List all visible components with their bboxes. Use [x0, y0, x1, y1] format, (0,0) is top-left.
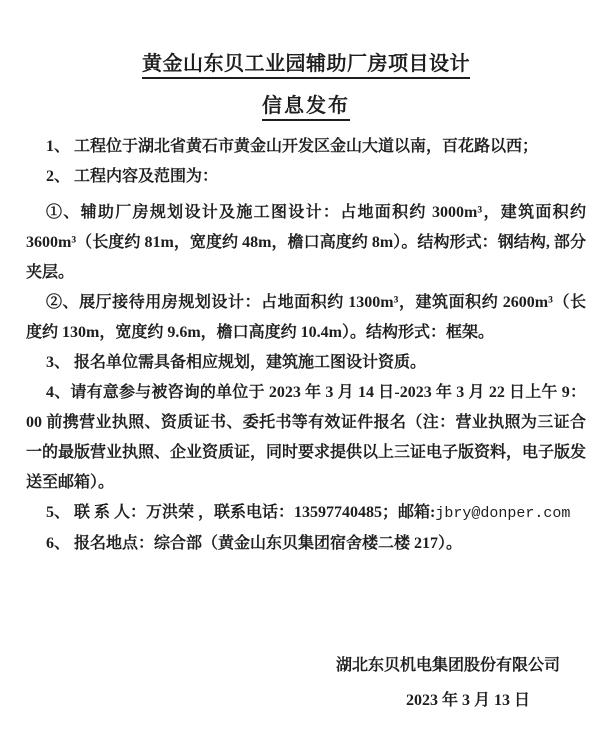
paragraph-item-2: 2、 工程内容及范围为：	[46, 168, 219, 185]
document-body	[26, 132, 586, 559]
document-title-text: 黄金山东贝工业园辅助厂房项目设计	[142, 53, 470, 79]
paragraph-item-4: 4、请有意参与被咨询的单位于 2023 年 3 月 14 日-2023 年 3 月 22 日上午 9：00 前携营业执照、资质证书、委托书等有效证件报名（注：营业执照为三证合一的最版营业执照、企业资质证，同时要求提供以上三证电子版资料，电子版发送至邮箱）。	[26, 384, 587, 491]
contact-email: jbry@donper.com	[435, 505, 571, 522]
paragraph-item-6: 6、 报名地点：综合部（黄金山东贝集团宿舍楼二楼 217）。	[46, 535, 463, 552]
signature-date: 2023 年 3 月 13 日	[405, 692, 530, 709]
paragraph-sub-item-1: ①、辅助厂房规划设计及施工图设计：占地面积约 3000m³，建筑面积约 3600m³（长度约 81m，宽度约 48m，檐口高度约 8m）。结构形式：钢结构, 部分夹层。	[26, 204, 586, 281]
signature-company: 湖北东贝机电集团股份有限公司	[335, 657, 560, 674]
contact-info-label: 5、 联 系 人：万洪荣 ，联系电话：13597740485；邮箱:	[46, 504, 436, 521]
paragraph-item-1: 1、 工程位于湖北省黄石市黄金山开发区金山大道以南，百花路以西；	[46, 138, 539, 155]
document-subtitle	[26, 92, 586, 120]
paragraph-item-3: 3、 报名单位需具备相应规划，建筑施工图设计资质。	[46, 354, 427, 371]
paragraph-item-5	[26, 498, 586, 529]
document-subtitle-text: 信息发布	[262, 95, 350, 121]
paragraph-sub-item-2: ②、展厅接待用房规划设计：占地面积约 1300m³，建筑面积约 2600m³（长度约 130m，宽度约 9.6m，檐口高度约 10.4m）。结构形式：框架。	[26, 294, 586, 341]
document-title	[26, 50, 586, 78]
